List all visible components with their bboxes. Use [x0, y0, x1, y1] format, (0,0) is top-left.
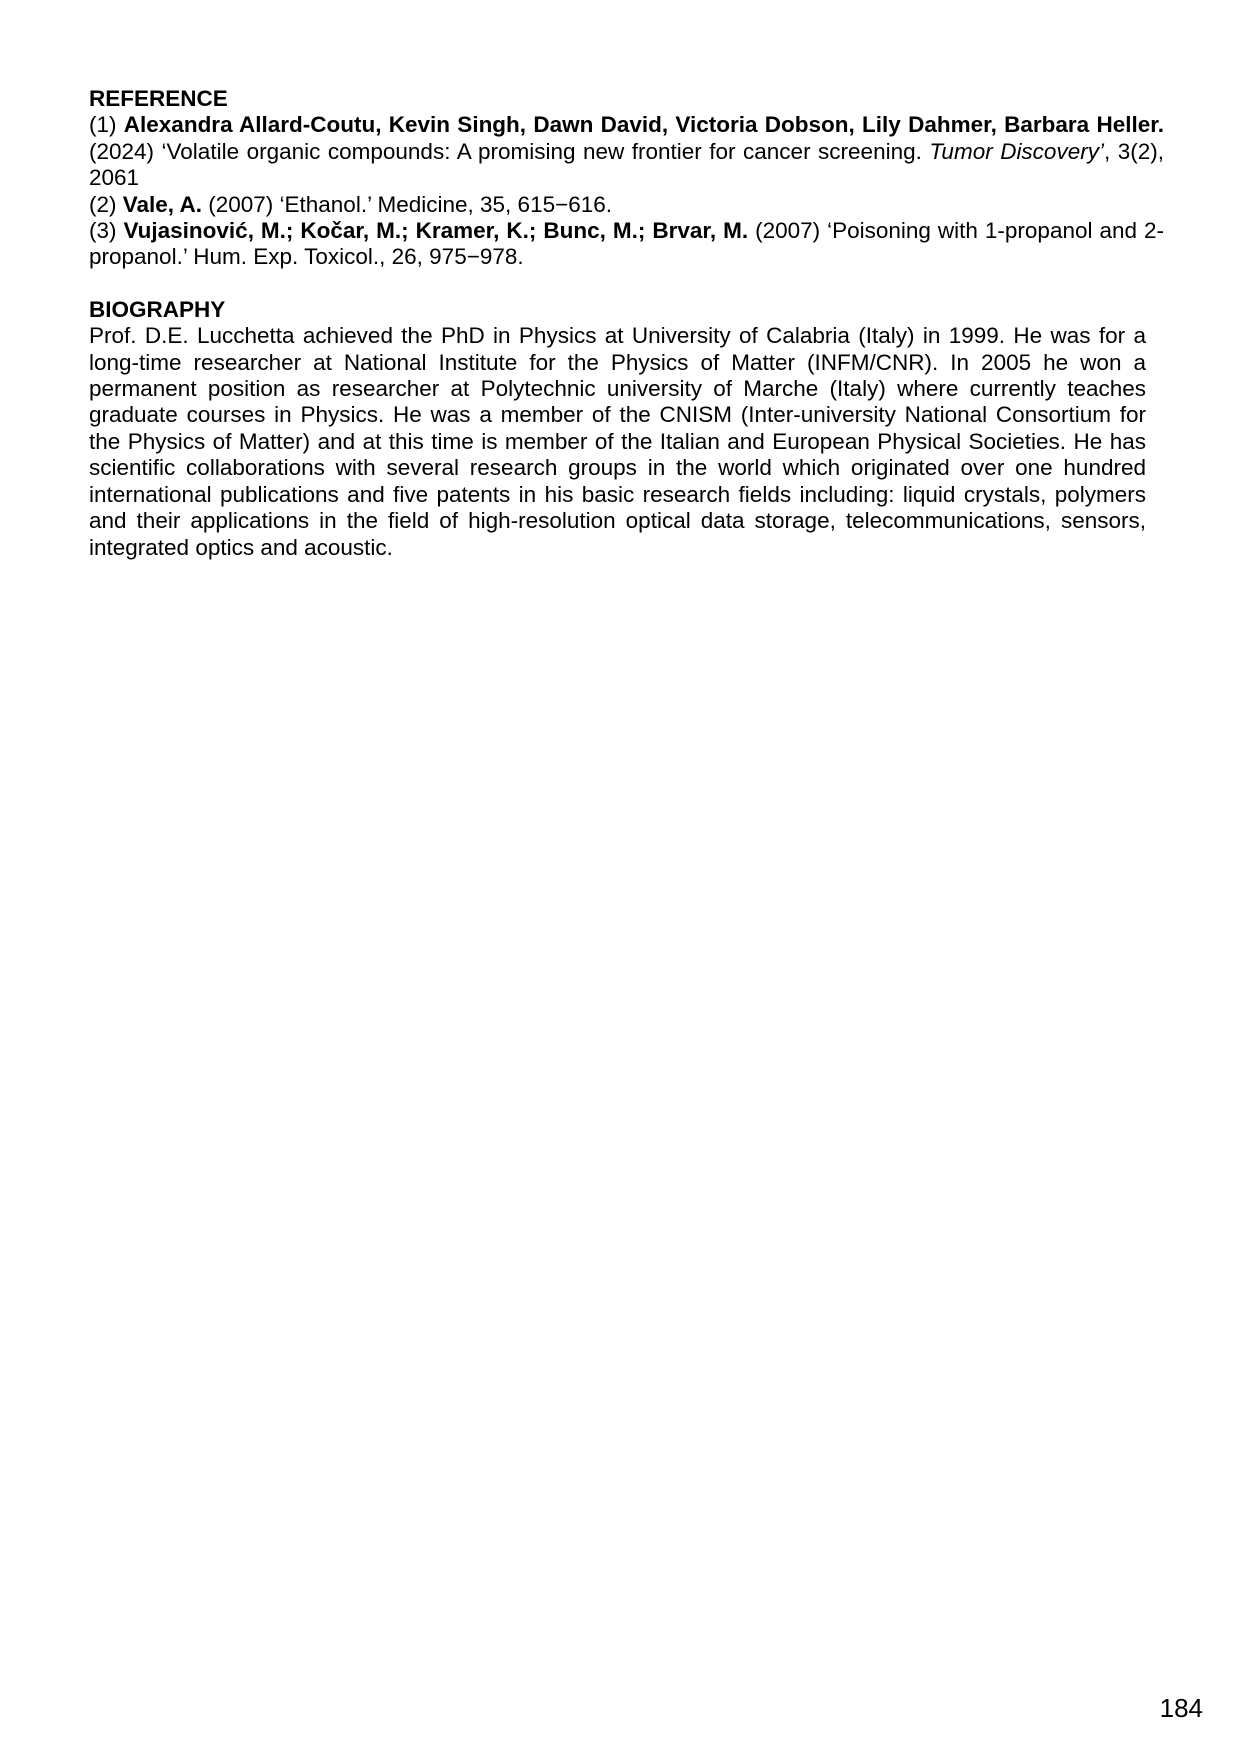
page-content: [89, 86, 1164, 561]
page-number: 184: [1159, 1693, 1203, 1723]
biography-text: Prof. D.E. Lucchetta achieved the PhD in Physics at University of Calabria (Italy) in 1999. He was for a long-time researcher at National Institute for the Physics of Matter (INFM/CNR). In 2005 he won a permanent position as researcher at Polytechnic university of Marche (Italy) where currently teaches graduate courses in Physics. He was a member of the CNISM (Inter-university National Consortium for the Physics of Matter) and at this time is member of the Italian and European Physical Societies. He has scientific collaborations with several research groups in the world which originated over one hundred international publications and five patents in his basic research fields including: liquid crystals, polymers and their applications in the field of high-resolution optical data storage, telecommunications, sensors, integrated optics and acoustic.: [89, 323, 1146, 560]
reference-heading: REFERENCE: [89, 86, 228, 111]
reference-citation: , 3(2), 2061: [89, 138, 1164, 191]
biography-section: [89, 297, 1164, 561]
reference-authors: Alexandra Allard-Coutu, Kevin Singh, Dawn David, Victoria Dobson, Lily Dahmer, Barbara Heller.: [123, 112, 1164, 138]
reference-text: (2024) ‘Volatile organic compounds: A promising new frontier for cancer screening.: [89, 138, 930, 164]
reference-section: [89, 86, 1164, 271]
reference-item-2: [89, 192, 1164, 218]
reference-number: (3): [89, 218, 124, 244]
reference-item-1: [89, 112, 1164, 191]
reference-number: (2): [89, 191, 123, 217]
reference-journal: Tumor Discovery’: [929, 138, 1104, 164]
reference-item-3: [89, 218, 1164, 271]
biography-heading: BIOGRAPHY: [89, 296, 226, 322]
reference-authors: Vujasinović, M.; Kočar, M.; Kramer, K.; Bunc, M.; Brvar, M.: [123, 218, 749, 244]
reference-text: (2007) ‘Poisoning with 1-propanol and 2-propanol.’ Hum. Exp. Toxicol., 26, 975−978.: [89, 218, 1164, 270]
reference-text: (2007) ‘Ethanol.’ Medicine, 35, 615−616.: [201, 191, 613, 217]
reference-authors: Vale, A.: [122, 191, 202, 217]
reference-number: (1): [89, 112, 124, 138]
